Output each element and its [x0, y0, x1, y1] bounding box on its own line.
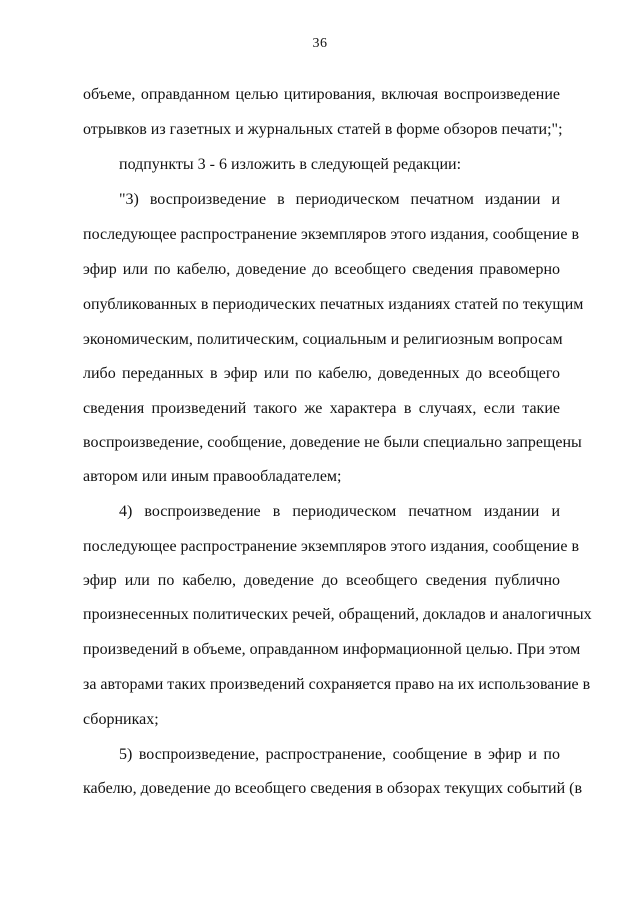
text-line: либо переданных в эфир или по кабелю, доведенных до всеобщего: [83, 365, 560, 382]
text-line: подпункты 3 - 6 изложить в следующей редакции:: [119, 156, 462, 173]
text-line: эфир или по кабелю, доведение до всеобщего сведения публично: [83, 572, 560, 589]
text-line: сведения произведений такого же характера в случаях, если такие: [83, 400, 560, 417]
text-line: кабелю, доведение до всеобщего сведения в обзорах текущих событий (в: [83, 780, 583, 797]
text-line: отрывков из газетных и журнальных статей в форме обзоров печати;";: [83, 121, 563, 138]
text-line: произнесенных политических речей, обращений, докладов и аналогичных: [83, 606, 592, 623]
text-line: "3) воспроизведение в периодическом печатном издании и: [119, 191, 560, 208]
text-line: экономическим, политическим, социальным и религиозным вопросам: [83, 331, 563, 348]
text-line: 4) воспроизведение в периодическом печатном издании и: [119, 503, 560, 520]
text-line: эфир или по кабелю, доведение до всеобщего сведения правомерно: [83, 261, 560, 278]
text-line: 5) воспроизведение, распространение, сообщение в эфир и по: [119, 746, 560, 763]
text-line: сборниках;: [83, 711, 159, 728]
page-number: 36: [312, 36, 328, 51]
text-line: за авторами таких произведений сохраняется право на их использование в: [83, 676, 591, 693]
text-line: автором или иным правообладателем;: [83, 468, 342, 485]
text-line: объеме, оправданном целью цитирования, включая воспроизведение: [83, 86, 560, 103]
text-line: произведений в объеме, оправданном информационной целью. При этом: [83, 641, 581, 658]
text-line: последующее распространение экземпляров этого издания, сообщение в: [83, 226, 580, 243]
text-line: воспроизведение, сообщение, доведение не были специально запрещены: [83, 434, 582, 451]
text-line: последующее распространение экземпляров этого издания, сообщение в: [83, 538, 580, 555]
text-line: опубликованных в периодических печатных изданиях статей по текущим: [83, 296, 584, 313]
